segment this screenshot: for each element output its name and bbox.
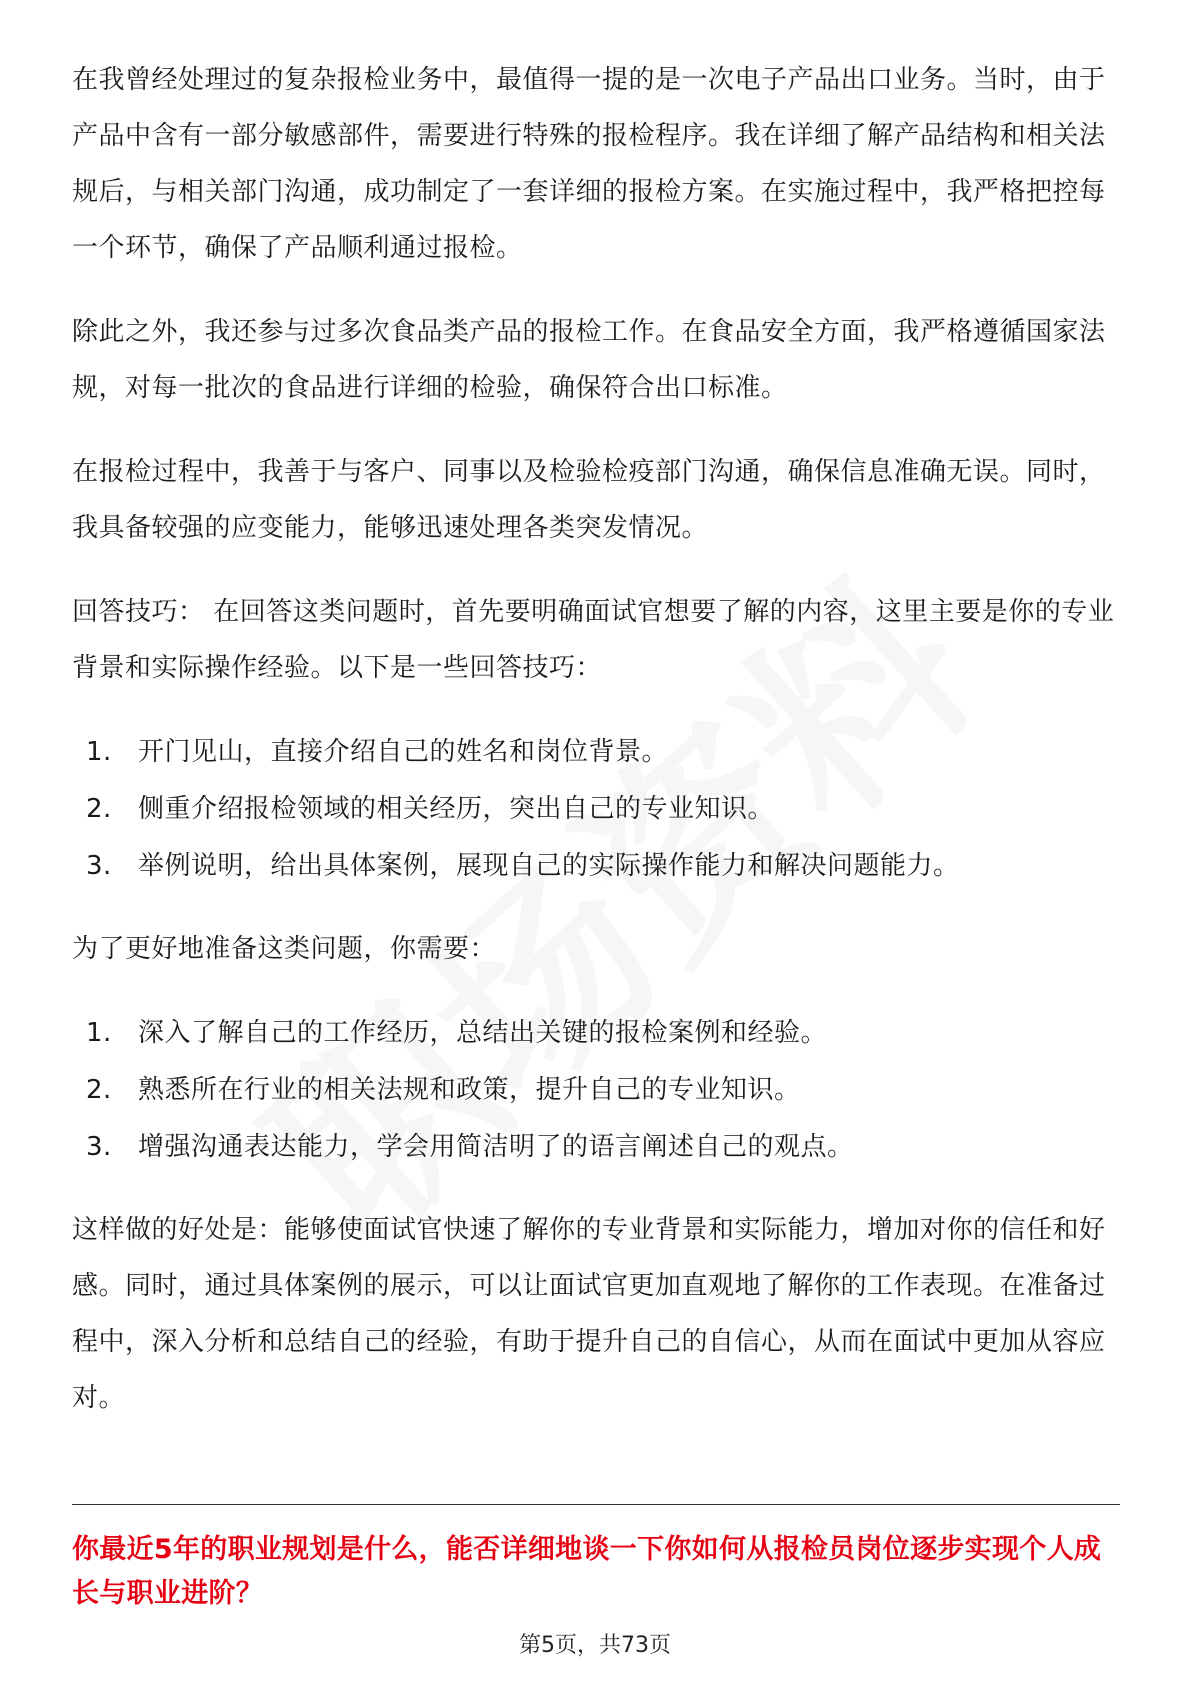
list-item xyxy=(72,1005,1120,1062)
list-number: 3. xyxy=(86,1132,112,1162)
list-item-text: 开门见山，直接介绍自己的姓名和岗位背景。 xyxy=(138,737,669,767)
list-number: 1. xyxy=(86,737,112,767)
next-question-heading: 你最近5年的职业规划是什么，能否详细地谈一下你如何从报检员岗位逐步实现个人成长与职业进阶？ xyxy=(72,1534,1102,1609)
list-item-text: 侧重介绍报检领域的相关经历，突出自己的专业知识。 xyxy=(138,794,775,824)
page-number-footer: 第5页，共73页 xyxy=(519,1633,671,1658)
list-number: 2. xyxy=(86,1075,112,1105)
paragraph: 在我曾经处理过的复杂报检业务中，最值得一提的是一次电子产品出口业务。当时，由于产品中含有一部分敏感部件，需要进行特殊的报检程序。我在详细了解产品结构和相关法规后，与相关部门沟通，成功制定了一套详细的报检方案。在实施过程中，我严格把控每一个环节，确保了产品顺利通过报检。 xyxy=(72,65,1106,263)
tips-list xyxy=(72,724,1120,895)
paragraph: 除此之外，我还参与过多次食品类产品的报检工作。在食品安全方面，我严格遵循国家法规，对每一批次的食品进行详细的检验，确保符合出口标准。 xyxy=(72,317,1106,403)
page-content xyxy=(72,52,1120,1454)
prepare-list xyxy=(72,1005,1120,1176)
list-item xyxy=(72,1119,1120,1176)
prepare-intro: 为了更好地准备这类问题，你需要： xyxy=(72,934,497,964)
paragraph: 在报检过程中，我善于与客户、同事以及检验检疫部门沟通，确保信息准确无误。同时，我具备较强的应变能力，能够迅速处理各类突发情况。 xyxy=(72,457,1106,543)
list-number: 1. xyxy=(86,1018,112,1048)
list-item xyxy=(72,724,1120,781)
list-item-text: 增强沟通表达能力，学会用简洁明了的语言阐述自己的观点。 xyxy=(138,1132,854,1162)
answer-tips-paragraph: 回答技巧： 在回答这类问题时，首先要明确面试官想要了解的内容，这里主要是你的专业背景和实际操作经验。以下是一些回答技巧： xyxy=(72,597,1115,683)
benefit-paragraph: 这样做的好处是：能够使面试官快速了解你的专业背景和实际能力，增加对你的信任和好感。同时，通过具体案例的展示，可以让面试官更加直观地了解你的工作表现。在准备过程中，深入分析和总结自己的经验，有助于提升自己的自信心，从而在面试中更加从容应对。 xyxy=(72,1215,1106,1413)
list-item xyxy=(72,781,1120,838)
list-item-text: 举例说明，给出具体案例，展现自己的实际操作能力和解决问题能力。 xyxy=(138,851,960,881)
list-item-text: 深入了解自己的工作经历，总结出关键的报检案例和经验。 xyxy=(138,1018,828,1048)
list-item-text: 熟悉所在行业的相关法规和政策，提升自己的专业知识。 xyxy=(138,1075,801,1105)
list-number: 2. xyxy=(86,794,112,824)
list-item xyxy=(72,838,1120,895)
list-number: 3. xyxy=(86,851,112,881)
section-divider xyxy=(72,1504,1120,1505)
list-item xyxy=(72,1062,1120,1119)
